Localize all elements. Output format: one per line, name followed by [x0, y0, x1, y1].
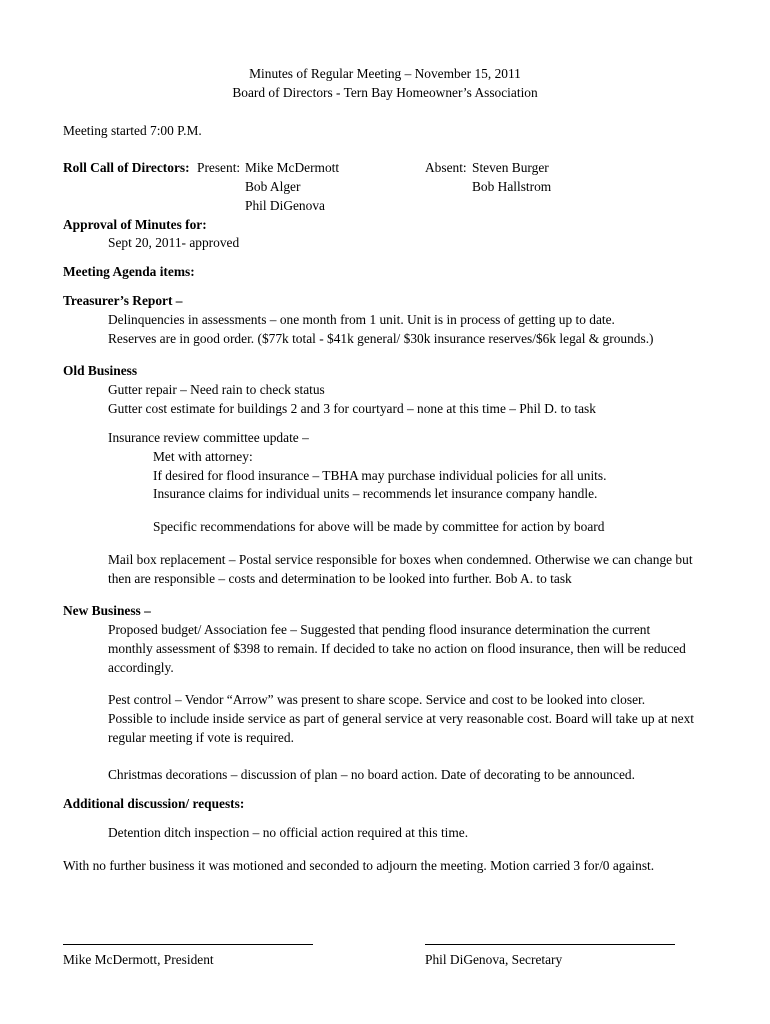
- budget-line: monthly assessment of $398 to remain. If decided to take no action on flood insurance, then will be reduced: [108, 641, 686, 656]
- insurance-heading: Insurance review committee update –: [108, 430, 309, 445]
- signature-line-left: [63, 944, 313, 945]
- present-director: Bob Alger: [245, 179, 301, 194]
- present-director: Phil DiGenova: [245, 198, 325, 213]
- treasurer-line: Delinquencies in assessments – one month from 1 unit. Unit is in process of getting up to date.: [108, 312, 615, 327]
- budget-line: Proposed budget/ Association fee – Suggested that pending flood insurance determination the current: [108, 622, 651, 637]
- insurance-note: Specific recommendations for above will be made by committee for action by board: [153, 519, 605, 534]
- absent-label: Absent:: [425, 160, 467, 175]
- insurance-item: Met with attorney:: [153, 449, 253, 464]
- adjourn-statement: With no further business it was motioned and seconded to adjourn the meeting. Motion carried 3 for/0 against.: [63, 858, 655, 873]
- pest-line: Pest control – Vendor “Arrow” was present to share scope. Service and cost to be looked into closer.: [108, 692, 646, 707]
- additional-heading: Additional discussion/ requests:: [63, 796, 245, 811]
- budget-line: accordingly.: [108, 660, 174, 675]
- signature-name-secretary: Phil DiGenova, Secretary: [425, 952, 563, 967]
- treasurer-heading: Treasurer’s Report –: [63, 293, 183, 308]
- present-director: Mike McDermott: [245, 160, 340, 175]
- pest-line: Possible to include inside service as part of general service at very reasonable cost. Board will take up at next: [108, 711, 695, 726]
- document-title: Minutes of Regular Meeting – November 15, 2011: [249, 66, 521, 81]
- treasurer-line: Reserves are in good order. ($77k total - $41k general/ $30k insurance reserves/$6k legal & grounds.): [108, 331, 654, 346]
- old-business-heading: Old Business: [63, 363, 138, 378]
- signature-name-president: Mike McDermott, President: [63, 952, 214, 967]
- gutter-line: Gutter repair – Need rain to check status: [108, 382, 325, 397]
- pest-line: regular meeting if vote is required.: [108, 730, 294, 745]
- absent-director: Steven Burger: [472, 160, 549, 175]
- insurance-item: Insurance claims for individual units – recommends let insurance company handle.: [153, 486, 598, 501]
- additional-item: Detention ditch inspection – no official action required at this time.: [108, 825, 469, 840]
- approval-item: Sept 20, 2011- approved: [108, 235, 240, 250]
- new-business-heading: New Business –: [63, 603, 151, 618]
- present-label: Present:: [197, 160, 241, 175]
- agenda-heading: Meeting Agenda items:: [63, 264, 195, 279]
- approval-heading: Approval of Minutes for:: [63, 217, 207, 232]
- mailbox-line: Mail box replacement – Postal service responsible for boxes when condemned. Otherwise we can change but: [108, 552, 693, 567]
- christmas-line: Christmas decorations – discussion of plan – no board action. Date of decorating to be announced.: [108, 767, 635, 782]
- document-subtitle: Board of Directors - Tern Bay Homeowner’s Association: [232, 85, 538, 100]
- absent-director: Bob Hallstrom: [472, 179, 552, 194]
- signature-line-right: [425, 944, 675, 945]
- roll-call-heading: Roll Call of Directors:: [63, 160, 190, 175]
- mailbox-line: then are responsible – costs and determination to be looked into further. Bob A. to task: [108, 571, 572, 586]
- meeting-start: Meeting started 7:00 P.M.: [63, 123, 202, 138]
- gutter-line: Gutter cost estimate for buildings 2 and 3 for courtyard – none at this time – Phil D. to task: [108, 401, 596, 416]
- insurance-item: If desired for flood insurance – TBHA may purchase individual policies for all units.: [153, 468, 607, 483]
